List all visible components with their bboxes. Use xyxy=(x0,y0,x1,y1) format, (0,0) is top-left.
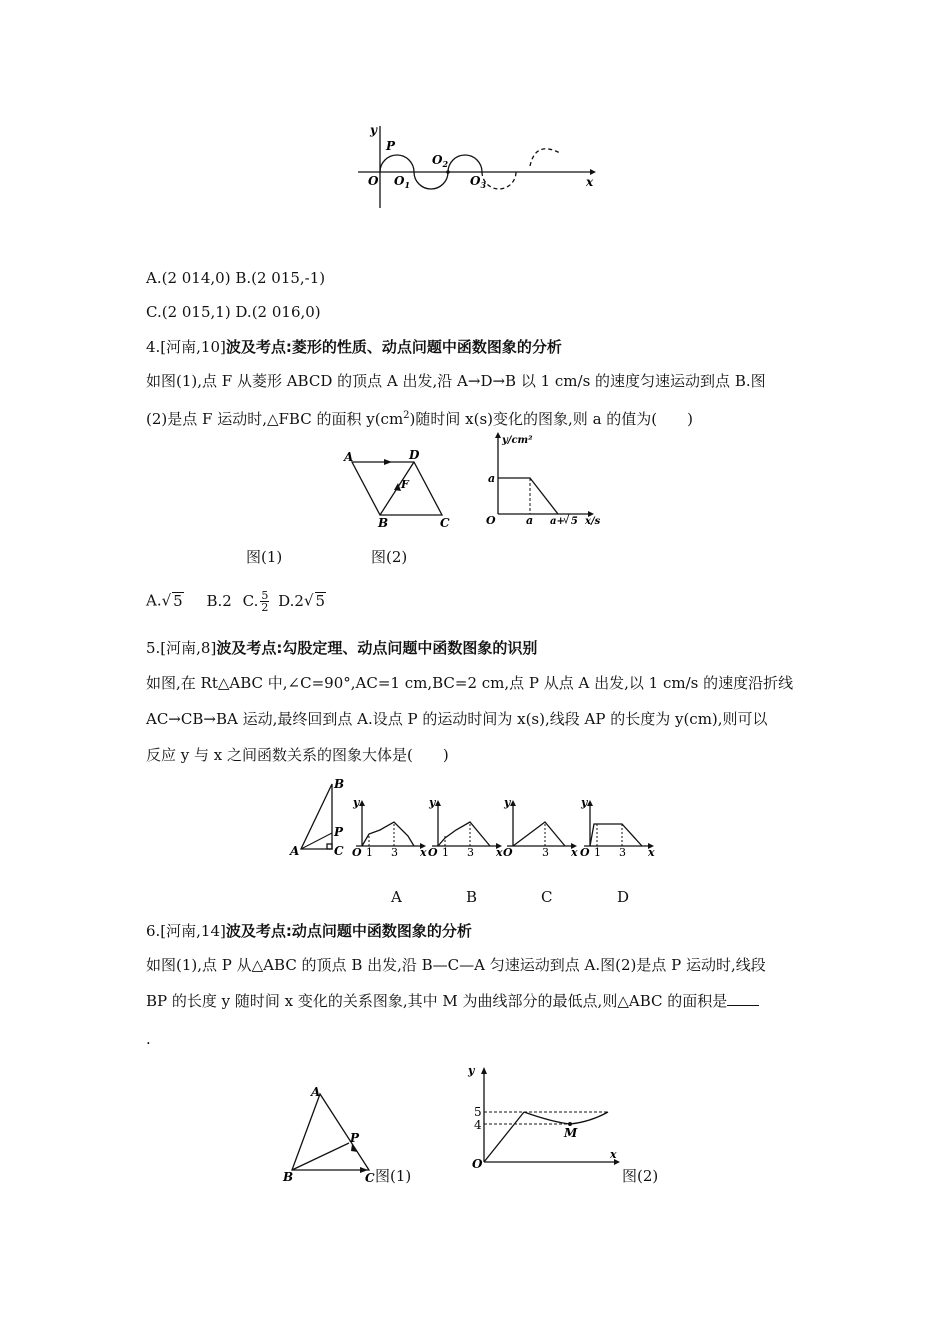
q6-fig2-m: M xyxy=(564,1126,578,1140)
q4-fig2-a5-tick: a+ 5 xyxy=(550,516,578,527)
q4-rhombus-figure xyxy=(340,448,460,530)
sine-o3-label: $O_3$ xyxy=(470,174,487,190)
q6-graph-figure xyxy=(462,1062,622,1174)
q5-graph-x-label: x xyxy=(420,846,427,859)
q6-fig2-tick5: 5 xyxy=(474,1105,482,1119)
q5-triangle-figure xyxy=(286,776,356,860)
q5-option-label-a: A xyxy=(391,888,402,906)
q5-option-label-d: D xyxy=(617,888,630,906)
q6-fig1-a: A xyxy=(311,1085,321,1099)
q5-graph-origin: O xyxy=(428,846,438,859)
q5-graph-tick-1: 1 xyxy=(442,846,449,859)
q3-options-cd: C.(2 015,1) D.(2 016,0) xyxy=(146,303,321,321)
q6-answer-blank[interactable] xyxy=(727,991,759,1006)
sine-y-label: y xyxy=(370,123,377,137)
q5-graph-origin: O xyxy=(352,846,362,859)
q6-body-line3: . xyxy=(146,1030,151,1048)
q5-option-graph-a xyxy=(352,798,428,860)
sine-o2-label: $O_2$ xyxy=(432,153,449,169)
q4-fig2-y: y/cm² xyxy=(502,435,533,446)
sine-path-figure xyxy=(350,118,600,213)
q4-fig1-b: B xyxy=(378,516,389,530)
q6-fig1-c: C xyxy=(365,1171,375,1185)
q4-fig1-d: D xyxy=(409,448,420,462)
q5-option-graph-d xyxy=(580,798,656,860)
q6-fig1-p: P xyxy=(350,1131,360,1145)
q5-graph-y-label: y xyxy=(353,798,360,809)
q5-graph-y-label: y xyxy=(429,798,436,809)
q5-graph-tick-1: 1 xyxy=(594,846,601,859)
q4-options: A.√ 5 B.2 C. $\frac{5}{2}$ D.2√ 5 xyxy=(146,589,326,614)
q5-option-graph-c xyxy=(503,798,579,860)
q5-graph-x-label: x xyxy=(648,846,655,859)
q6-fig2-tick4: 4 xyxy=(474,1118,482,1132)
q4-header xyxy=(146,337,562,357)
q4-header-prefix: 4.[河南,10] xyxy=(146,338,226,356)
sine-x-label: x xyxy=(586,175,594,189)
q5-graph-origin: O xyxy=(580,846,590,859)
q5-graph-origin: O xyxy=(503,846,513,859)
q6-caption2: 图(2) xyxy=(622,1167,659,1185)
sine-o1-label: $O_1$ xyxy=(394,174,411,190)
q4-fig1-f: F xyxy=(401,478,409,491)
q5-graph-tick-3: 3 xyxy=(467,846,474,859)
sine-p-label: P xyxy=(386,139,396,153)
q5-graph-tick-3: 3 xyxy=(619,846,626,859)
q5-option-label-b: B xyxy=(466,888,478,906)
q6-fig1-b: B xyxy=(283,1170,294,1184)
q4-fig2-a-tick-x: a xyxy=(526,514,534,527)
q6-body-line2: BP 的长度 y 随时间 x 变化的关系图象,其中 M 为曲线部分的最低点,则△ABC 的面积是 xyxy=(146,991,759,1011)
q3-options-ab: A.(2 014,0) B.(2 015,-1) xyxy=(146,269,326,287)
q6-caption1: 图(1) xyxy=(375,1167,412,1185)
q5-tri-b: B xyxy=(334,777,345,791)
q6-fig2-y: y xyxy=(468,1064,475,1077)
q5-graph-y-label: y xyxy=(504,798,511,809)
q6-triangle-figure xyxy=(278,1082,378,1188)
q4-header-topic: 波及考点:菱形的性质、动点问题中函数图象的分析 xyxy=(225,338,562,356)
q6-body-line1: 如图(1),点 P 从△ABC 的顶点 B 出发,沿 B—C—A 匀速运动到点 A.图(2)是点 P 运动时,线段 xyxy=(146,956,766,974)
q5-option-graph-b xyxy=(428,798,504,860)
q4-caption1: 图(1) xyxy=(246,548,283,566)
q5-option-label-c: C xyxy=(541,888,553,906)
q5-tri-p: P xyxy=(334,825,344,839)
q5-graph-y-label: y xyxy=(581,798,588,809)
q4-fig1-c: C xyxy=(440,516,450,530)
q5-graph-x-label: x xyxy=(571,846,578,859)
q6-fig2-x: x xyxy=(610,1148,617,1161)
q5-body-line3: 反应 y 与 x 之间函数关系的图象大体是( ) xyxy=(146,746,449,764)
q5-header: 5.[河南,8]波及考点:勾股定理、动点问题中函数图象的识别 xyxy=(146,639,538,657)
q6-header: 6.[河南,14]波及考点:动点问题中函数图象的分析 xyxy=(146,922,472,940)
q4-fig2-x: x/s xyxy=(585,516,601,527)
q5-tri-a: A xyxy=(290,844,300,858)
q5-body-line1: 如图,在 Rt△ABC 中,∠C=90°,AC=1 cm,BC=2 cm,点 P 从点 A 出发,以 1 cm/s 的速度沿折线 xyxy=(146,674,794,692)
q4-fig1-a: A xyxy=(344,450,354,464)
q6-fig2-origin: O xyxy=(472,1157,483,1171)
q5-graph-tick-1: 1 xyxy=(366,846,373,859)
q4-caption2: 图(2) xyxy=(371,548,408,566)
q4-body-line1: 如图(1),点 F 从菱形 ABCD 的顶点 A 出发,沿 A→D→B 以 1 cm/s 的速度匀速运动到点 B.图 xyxy=(146,372,766,390)
q4-fig2-a-tick-y: a xyxy=(488,472,496,485)
q5-body-line2: AC→CB→BA 运动,最终回到点 A.设点 P 的运动时间为 x(s),线段 AP 的长度为 y(cm),则可以 xyxy=(146,710,768,728)
q5-graph-tick-3: 3 xyxy=(391,846,398,859)
q4-graph-figure xyxy=(480,432,610,532)
q4-body-line2: (2)是点 F 运动时,△FBC 的面积 $y(cm^2)$随时间 x(s)变化的图象,则 a 的值为( ) xyxy=(146,410,693,428)
q5-graph-tick-3: 3 xyxy=(542,846,549,859)
q5-tri-c: C xyxy=(334,844,344,858)
q4-fig2-origin: O xyxy=(486,514,496,527)
sine-origin-label: O xyxy=(368,174,379,188)
q5-graph-x-label: x xyxy=(496,846,503,859)
